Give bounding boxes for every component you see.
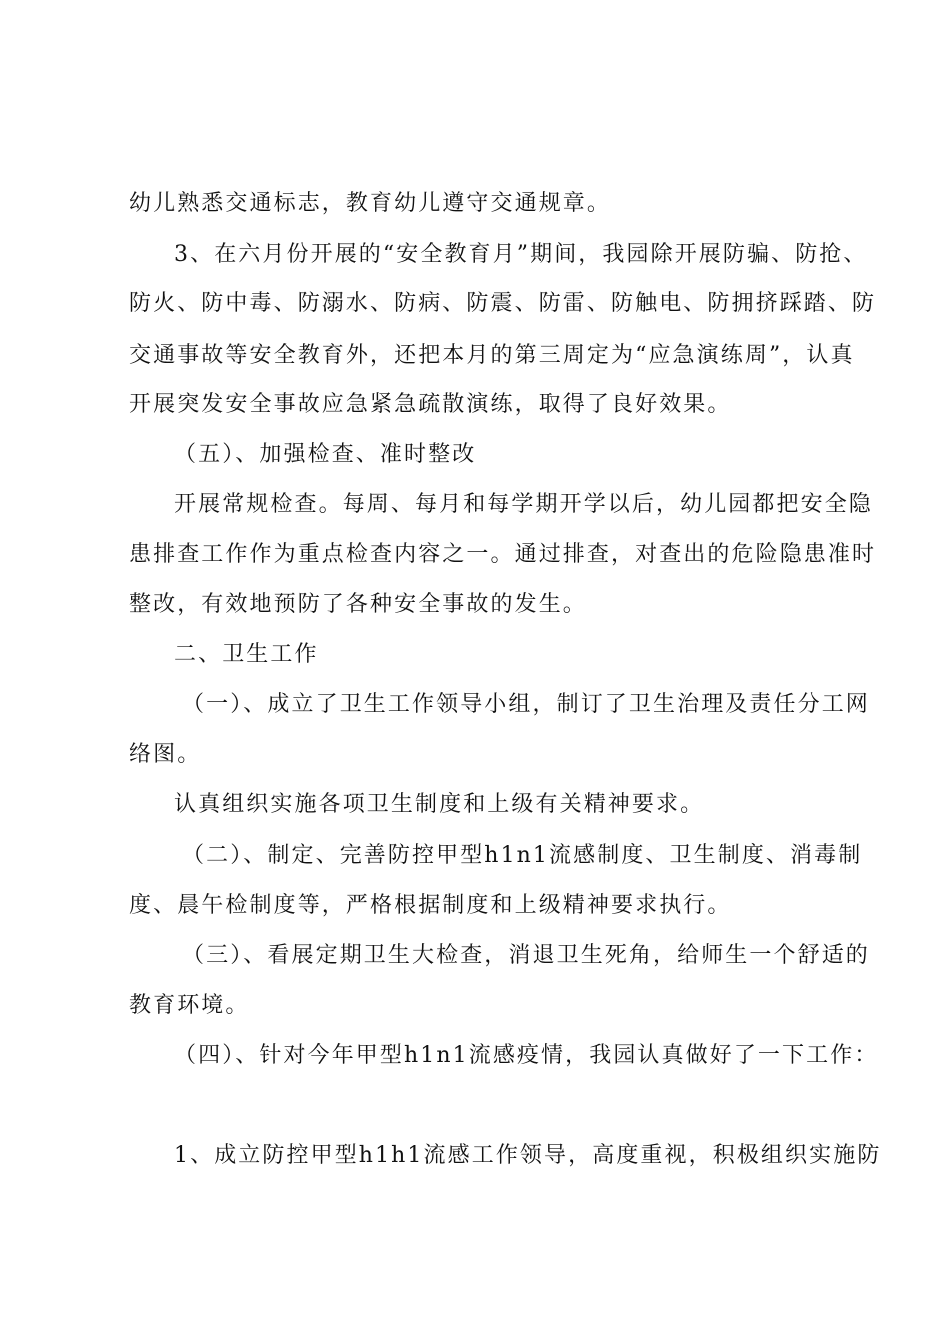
- paragraph-line: 1、成立防控甲型h1h1流感工作领导，高度重视，积极组织实施防: [174, 1143, 882, 1168]
- paragraph-line: 络图。: [129, 742, 202, 767]
- paragraph-line: 患排查工作作为重点检查内容之一。通过排查，对查出的危险隐患准时: [129, 542, 877, 567]
- paragraph-line: 认真组织实施各项卫生制度和上级有关精神要求。: [174, 792, 705, 817]
- paragraph-line: 3、在六月份开展的“安全教育月”期间，我园除开展防骗、防抢、: [174, 242, 868, 267]
- paragraph-line: （二）、制定、完善防控甲型h1n1流感制度、卫生制度、消毒制: [182, 843, 863, 868]
- paragraph-line: 开展突发安全事故应急紧急疏散演练，取得了良好效果。: [129, 392, 732, 417]
- paragraph-line: 教育环境。: [129, 993, 250, 1018]
- section-heading: （五）、加强检查、准时整改: [174, 442, 477, 467]
- paragraph-line: （一）、成立了卫生工作领导小组，制订了卫生治理及责任分工网: [182, 692, 870, 717]
- paragraph-line: 度、晨午检制度等，严格根据制度和上级精神要求执行。: [129, 893, 732, 918]
- paragraph-line: （四）、针对今年甲型h1n1流感疫情，我园认真做好了一下工作：: [174, 1043, 879, 1068]
- paragraph-line: 幼儿熟悉交通标志，教育幼儿遵守交通规章。: [129, 191, 612, 216]
- paragraph-line: 开展常规检查。每周、每月和每学期开学以后，幼儿园都把安全隐: [174, 492, 873, 517]
- paragraph-line: 整改，有效地预防了各种安全事故的发生。: [129, 592, 587, 617]
- paragraph-line: 交通事故等安全教育外，还把本月的第三周定为“应急演练周”，认真: [129, 343, 855, 368]
- paragraph-line: 防火、防中毒、防溺水、防病、防震、防雷、防触电、防拥挤踩踏、防: [129, 291, 877, 316]
- paragraph-line: （三）、看展定期卫生大检查，消退卫生死角，给师生一个舒适的: [182, 943, 870, 968]
- section-heading: 二、卫生工作: [174, 642, 319, 667]
